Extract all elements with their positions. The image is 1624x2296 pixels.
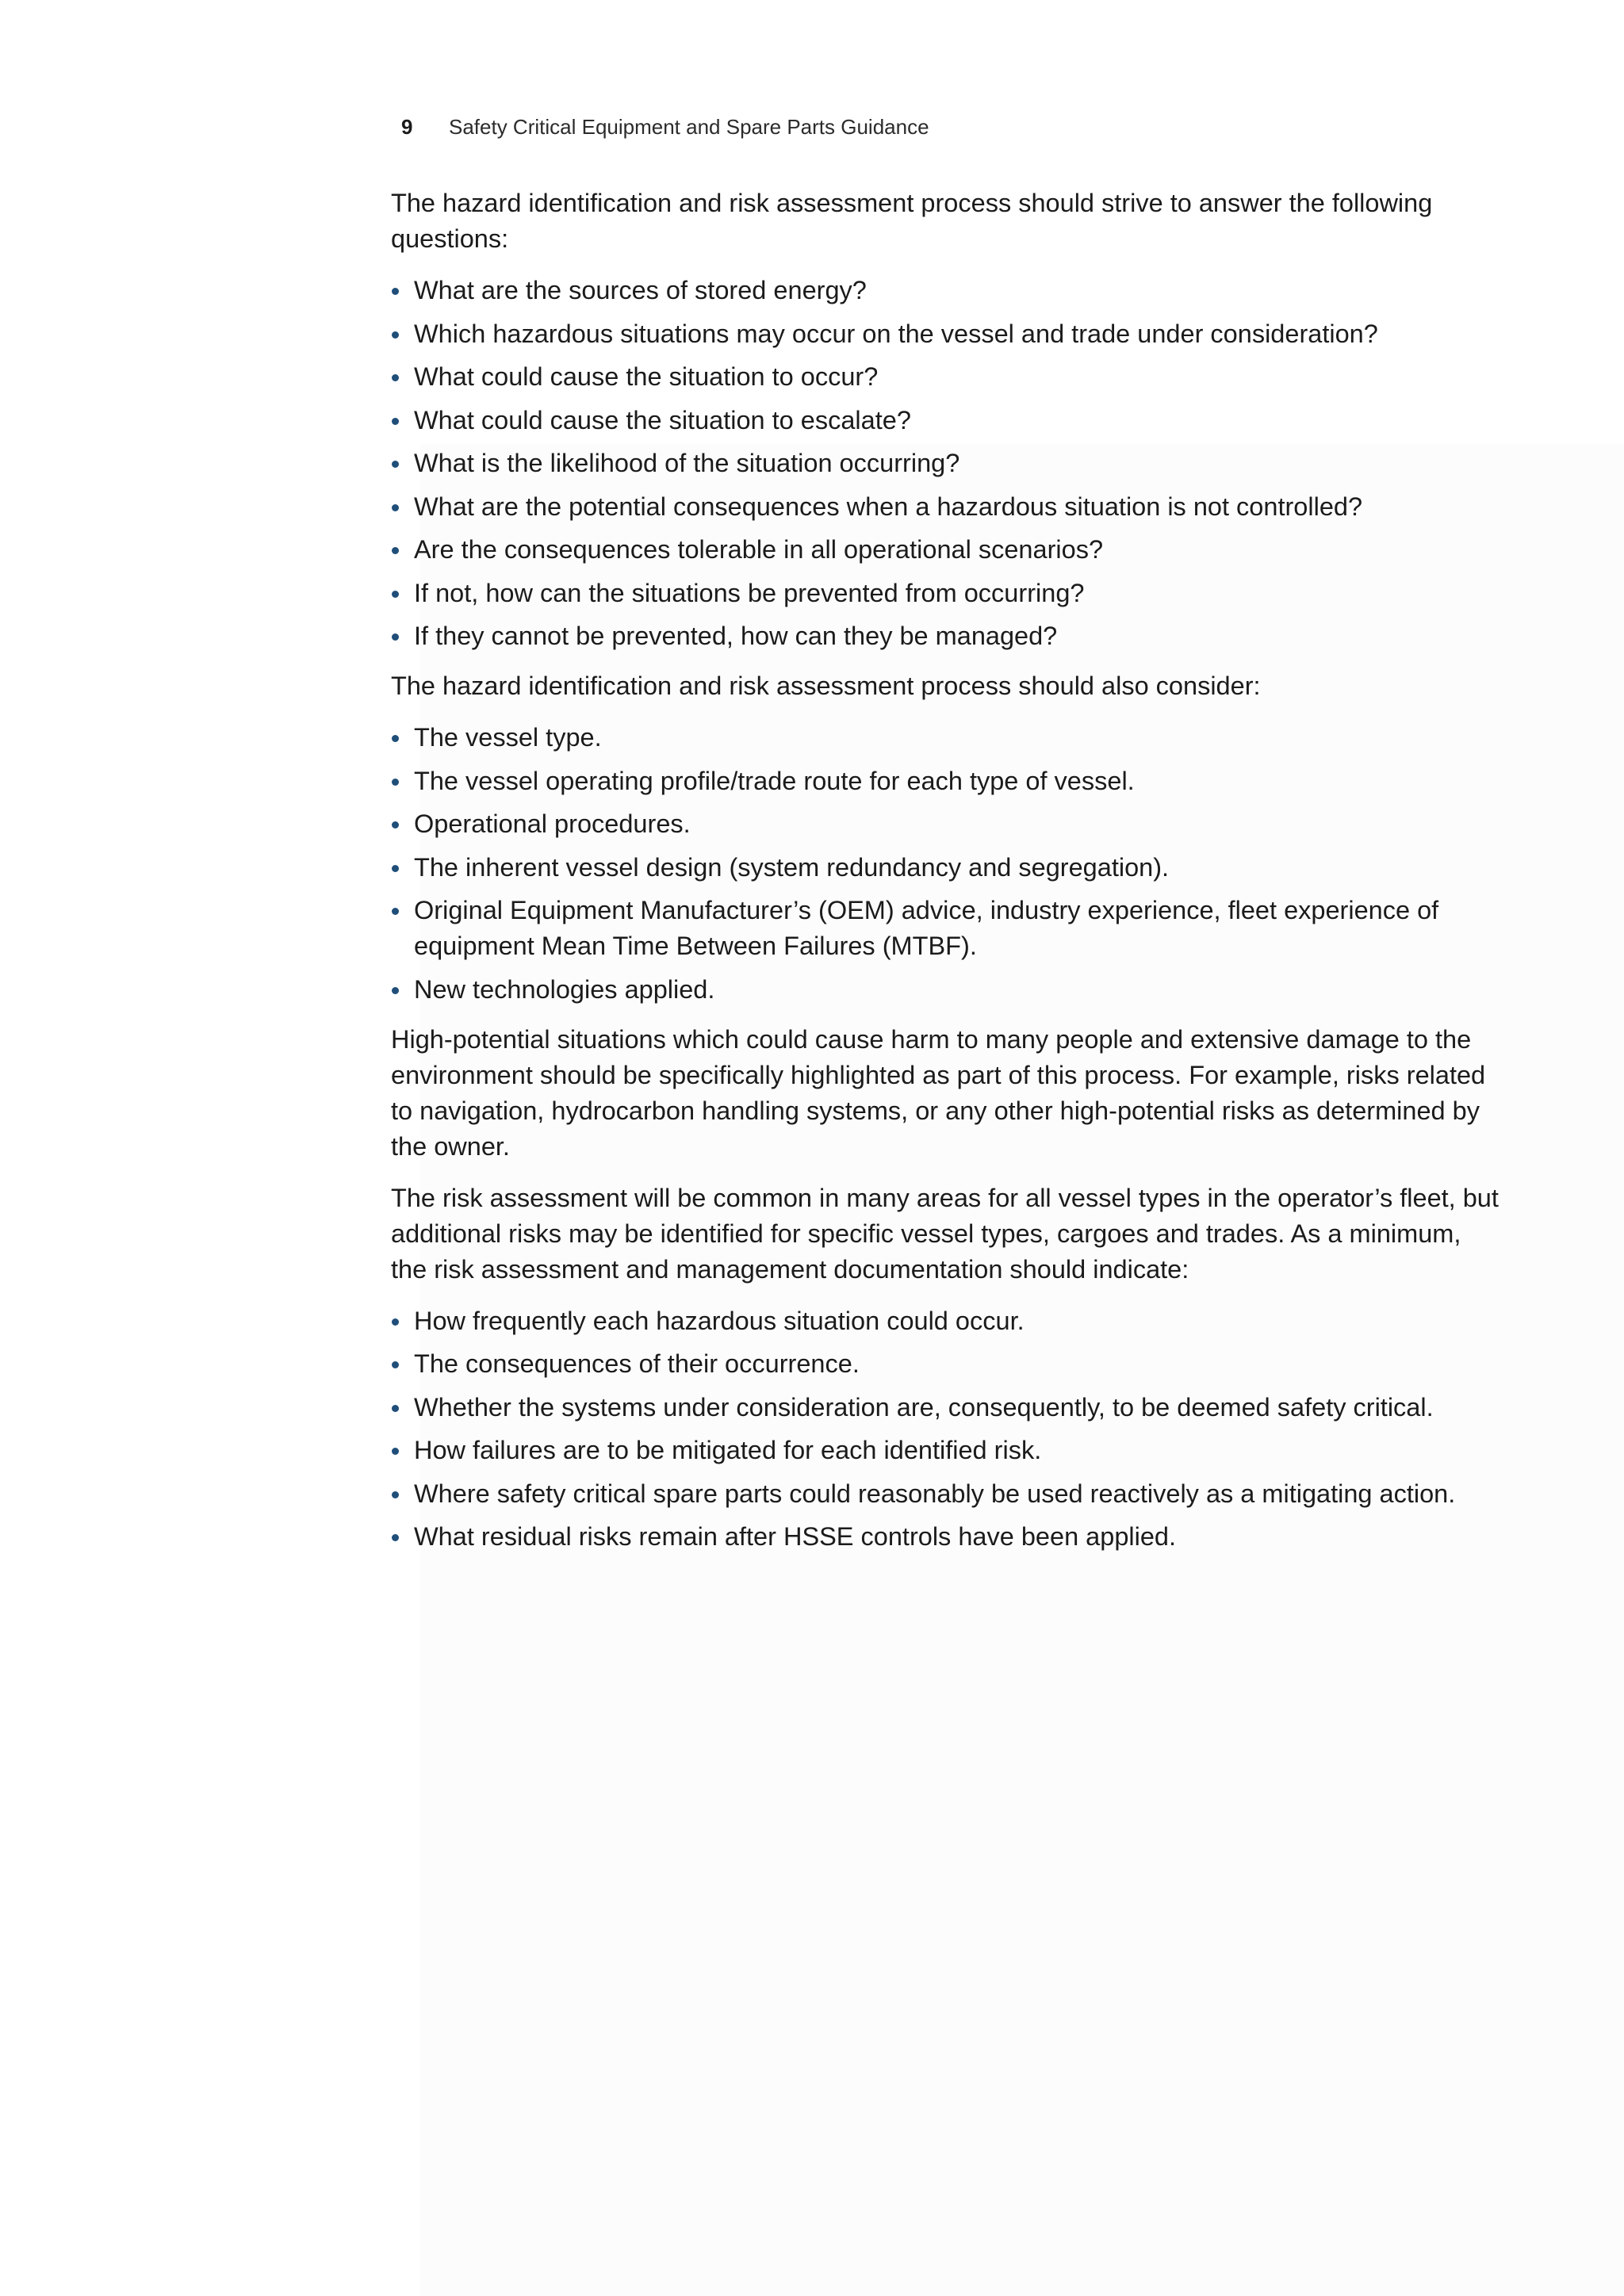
list-item-text: The inherent vessel design (system redundancy and segregation). xyxy=(414,852,1170,882)
bullet-icon xyxy=(392,779,399,786)
list-item-text: Where safety critical spare parts could reasonably be used reactively as a mitigating action. xyxy=(414,1479,1456,1508)
list-item xyxy=(391,806,1501,842)
list-item-text: What are the potential consequences when a hazardous situation is not controlled? xyxy=(414,492,1363,521)
list-item-text: The vessel type. xyxy=(414,723,602,752)
list-item xyxy=(391,1346,1501,1382)
list-item-text: Original Equipment Manufacturer’s (OEM) advice, industry experience, fleet experience of equipment Mean Time Between Failures (MTBF). xyxy=(414,896,1439,960)
bullet-icon xyxy=(392,987,399,994)
bullet-icon xyxy=(392,591,399,598)
list-item-text: The vessel operating profile/trade route for each type of vessel. xyxy=(414,766,1135,795)
list-item xyxy=(391,1433,1501,1468)
list-item-text: Operational procedures. xyxy=(414,809,691,838)
list-item-text: Whether the systems under consideration are, consequently, to be deemed safety critical. xyxy=(414,1392,1434,1422)
bullet-icon xyxy=(392,461,399,468)
considerations-list xyxy=(391,720,1501,1008)
page-number: 9 xyxy=(401,114,413,139)
list-item-text: What residual risks remain after HSSE controls have been applied. xyxy=(414,1522,1177,1551)
list-item-text: Are the consequences tolerable in all operational scenarios? xyxy=(414,535,1104,564)
bullet-icon xyxy=(392,865,399,872)
bullet-icon xyxy=(392,735,399,742)
risk-assessment-paragraph: The risk assessment will be common in many areas for all vessel types in the operator’s fleet, but additional risks may be identified for specific vessel types, cargoes and trades. As a minimum, the risk assessment and management documentation should indicate: xyxy=(391,1183,1499,1284)
bullet-icon xyxy=(392,547,399,554)
bullet-icon xyxy=(392,1534,399,1541)
list-item xyxy=(391,1519,1501,1555)
list-item xyxy=(391,1390,1501,1425)
list-item xyxy=(391,403,1501,438)
list-item-text: What are the sources of stored energy? xyxy=(414,276,867,304)
list-item-text: What is the likelihood of the situation occurring? xyxy=(414,449,960,477)
bullet-icon xyxy=(392,288,399,295)
list-item xyxy=(391,446,1501,481)
list-item xyxy=(391,489,1501,525)
document-body xyxy=(391,186,1501,1569)
bullet-icon xyxy=(392,374,399,381)
bullet-icon xyxy=(392,1405,399,1412)
list-item-text: What could cause the situation to escalate? xyxy=(414,405,911,434)
list-item xyxy=(391,359,1501,395)
running-title: Safety Critical Equipment and Spare Parts Guidance xyxy=(449,114,929,139)
list-item xyxy=(391,1303,1501,1339)
list-item xyxy=(391,576,1501,611)
bullet-icon xyxy=(392,1361,399,1368)
bullet-icon xyxy=(392,1318,399,1326)
list-item-text: How frequently each hazardous situation could occur. xyxy=(414,1306,1025,1335)
bullet-icon xyxy=(392,418,399,425)
documentation-list xyxy=(391,1303,1501,1556)
list-item xyxy=(391,893,1501,964)
list-item xyxy=(391,316,1501,352)
list-item-text: How failures are to be mitigated for each identified risk. xyxy=(414,1436,1042,1464)
questions-list xyxy=(391,273,1501,654)
page-header xyxy=(401,111,929,143)
list-item xyxy=(391,763,1501,799)
high-potential-paragraph: High-potential situations which could cause harm to many people and extensive damage to the environment should be specifically highlighted as part of this process. For example, risks related to navigation, hydrocarbon handling systems, or any other high-potential risks as determined by the owner. xyxy=(391,1024,1486,1161)
list-item xyxy=(391,850,1501,886)
bullet-icon xyxy=(392,1448,399,1455)
list-item xyxy=(391,972,1501,1008)
list-item-text: If not, how can the situations be prevented from occurring? xyxy=(414,578,1085,607)
bullet-icon xyxy=(392,633,399,641)
list-item xyxy=(391,618,1501,654)
bullet-icon xyxy=(392,1491,399,1498)
bullet-icon xyxy=(392,908,399,915)
list-item xyxy=(391,532,1501,568)
list-item-text: Which hazardous situations may occur on the vessel and trade under consideration? xyxy=(414,319,1378,348)
bullet-icon xyxy=(392,504,399,511)
list-item-text: What could cause the situation to occur? xyxy=(414,362,879,391)
bullet-icon xyxy=(392,331,399,339)
list-item-text: New technologies applied. xyxy=(414,974,715,1004)
consider-paragraph: The hazard identification and risk assessment process should also consider: xyxy=(391,672,1261,700)
list-item xyxy=(391,273,1501,308)
intro-paragraph: The hazard identification and risk assessment process should strive to answer the following questions: xyxy=(391,189,1433,253)
list-item xyxy=(391,1476,1501,1512)
bullet-icon xyxy=(392,821,399,828)
list-item-text: The consequences of their occurrence. xyxy=(414,1349,860,1378)
list-item xyxy=(391,720,1501,756)
list-item-text: If they cannot be prevented, how can they be managed? xyxy=(414,622,1058,650)
